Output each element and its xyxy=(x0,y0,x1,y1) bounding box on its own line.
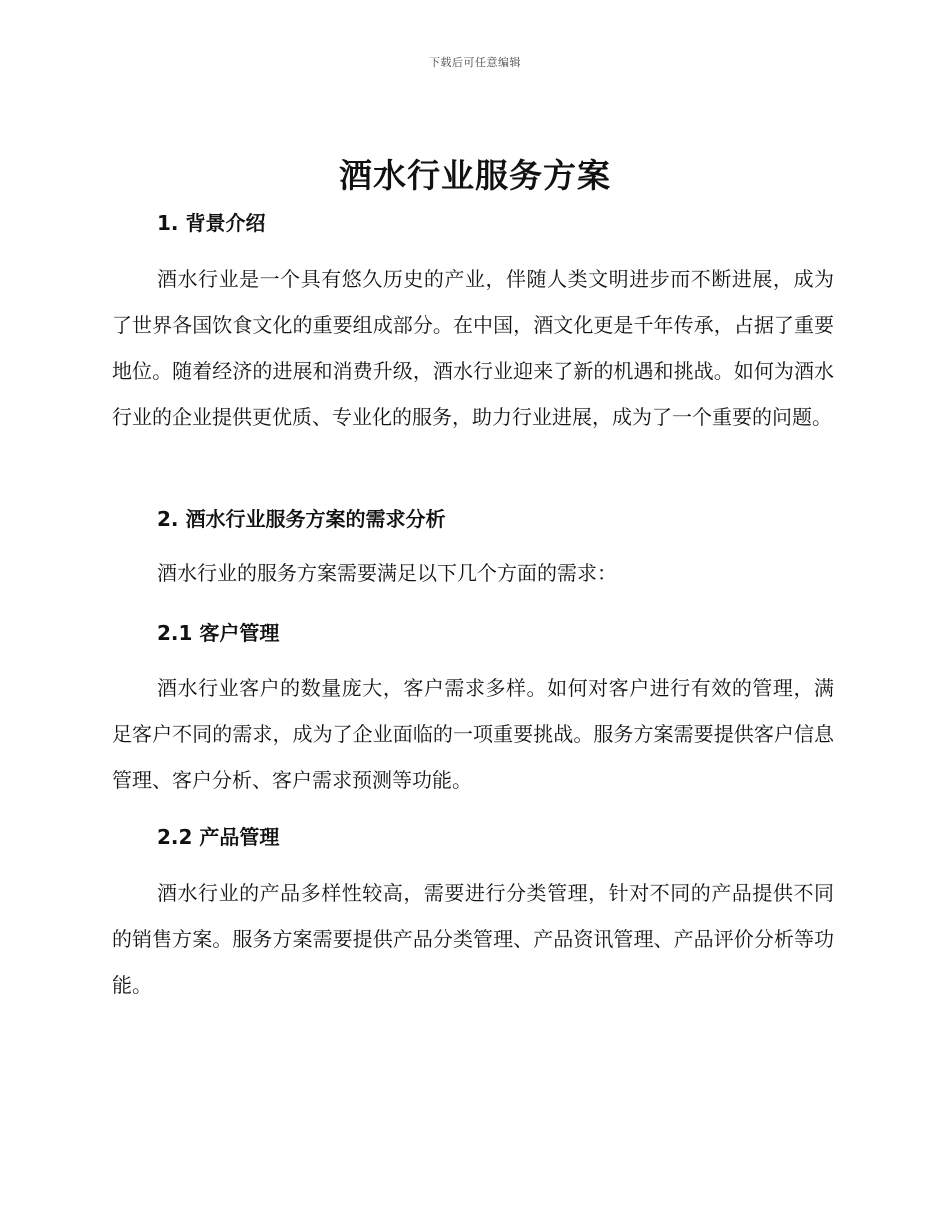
document-title: 酒水行业服务方案 xyxy=(339,156,611,195)
section-paragraph-product-management: 酒水行业的产品多样性较高，需要进行分类管理，针对不同的产品提供不同的销售方案。服务方案需要提供产品分类管理、产品资讯管理、产品评价分析等功能。 xyxy=(112,881,834,997)
section-heading-background: 1. 背景介绍 xyxy=(157,211,266,235)
section-paragraph-background: 酒水行业是一个具有悠久历史的产业，伴随人类文明进步而不断进展，成为了世界各国饮食文化的重要组成部分。在中国，酒文化更是千年传承，占据了重要地位。随着经济的进展和消费升级，酒水行业迎来了新的机遇和挑战。如何为酒水行业的企业提供更优质、专业化的服务，助力行业进展，成为了一个重要的问题。 xyxy=(112,267,834,429)
section-heading-product-management: 2.2 产品管理 xyxy=(157,825,280,849)
section-paragraph-customer-management: 酒水行业客户的数量庞大，客户需求多样。如何对客户进行有效的管理，满足客户不同的需求，成为了企业面临的一项重要挑战。服务方案需要提供客户信息管理、客户分析、客户需求预测等功能。 xyxy=(112,676,834,792)
section-paragraph-needs-analysis: 酒水行业的服务方案需要满足以下几个方面的需求： xyxy=(157,561,617,585)
header-note: 下载后可任意编辑 xyxy=(429,56,521,69)
section-heading-needs-analysis: 2. 酒水行业服务方案的需求分析 xyxy=(157,507,446,531)
section-heading-customer-management: 2.1 客户管理 xyxy=(157,621,280,645)
